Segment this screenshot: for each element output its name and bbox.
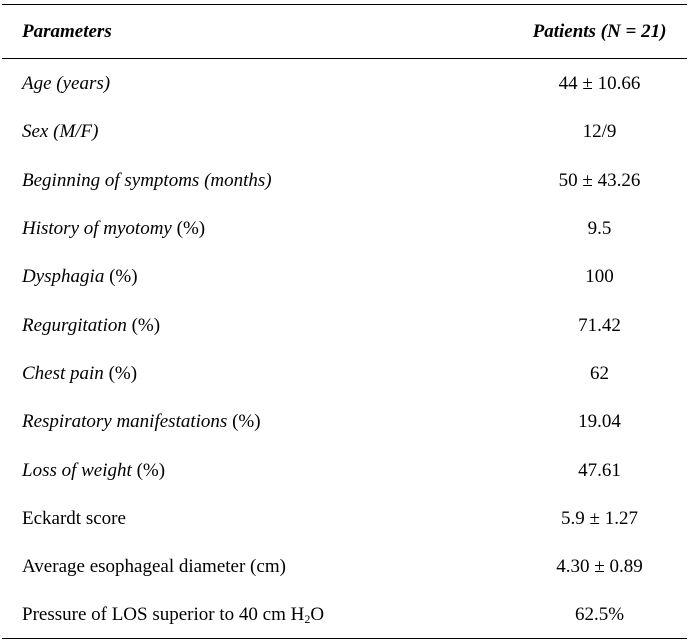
header-patients-n: N	[607, 20, 621, 42]
row-value: 4.30 ± 0.89	[556, 556, 643, 578]
row-label	[0, 108, 440, 156]
row-label	[0, 350, 440, 398]
table-row	[0, 205, 689, 253]
row-label	[0, 543, 440, 591]
header-row	[0, 5, 689, 58]
table-row	[0, 108, 689, 156]
row-value: 5.9 ± 1.27	[561, 507, 638, 529]
row-label-italic: Beginning of symptoms (months)	[22, 169, 272, 191]
table-row	[0, 157, 689, 205]
row-label	[0, 157, 440, 205]
header-parameters-text: Parameters	[22, 20, 112, 42]
row-label-plain: (%)	[104, 266, 138, 288]
row-label-plain: (%)	[103, 362, 138, 384]
row-label-italic: Chest pain	[22, 362, 104, 384]
header-patients	[440, 5, 689, 58]
row-value: 12/9	[582, 121, 617, 143]
row-label-italic: Sex (M/F)	[22, 121, 99, 143]
row-label-italic: Dysphagia	[22, 266, 105, 288]
row-value: 50 ± 43.26	[558, 169, 641, 191]
row-label-plain: Average esophageal diameter (cm)	[22, 556, 286, 578]
row-value: 100	[585, 266, 614, 288]
row-label-tail: O	[310, 604, 325, 626]
row-value: 19.04	[578, 411, 621, 433]
row-label	[0, 253, 440, 301]
table-row	[0, 543, 689, 591]
row-label-italic: History of myotomy	[22, 218, 172, 240]
row-value: 71.42	[578, 314, 621, 336]
row-label-italic: Age (years)	[22, 73, 111, 95]
row-label	[0, 591, 440, 639]
table-row	[0, 446, 689, 494]
header-patients-suffix: = 21)	[620, 20, 667, 42]
row-label	[0, 495, 440, 543]
row-value: 9.5	[587, 218, 612, 240]
row-label-plain: (%)	[227, 411, 261, 433]
table-row	[0, 350, 689, 398]
table-row	[0, 495, 689, 543]
row-label-subscript: 2	[304, 612, 311, 627]
row-label	[0, 398, 440, 446]
header-patients-prefix: Patients (	[532, 20, 608, 42]
row-value: 62	[590, 362, 609, 384]
row-label-italic: Loss of weight	[22, 459, 132, 481]
header-parameters	[0, 5, 440, 58]
table-row	[0, 253, 689, 301]
row-label	[0, 301, 440, 349]
row-value: 47.61	[578, 459, 621, 481]
table-row	[0, 301, 689, 349]
row-label-italic: Respiratory manifestations	[22, 411, 228, 433]
row-label	[0, 58, 440, 108]
row-label-plain: Pressure of LOS superior to 40 cm H	[22, 604, 305, 626]
table-row	[0, 58, 689, 108]
table-row	[0, 591, 689, 639]
row-label-plain: (%)	[171, 218, 206, 240]
row-label	[0, 205, 440, 253]
row-value: 44 ± 10.66	[558, 73, 641, 95]
data-table	[0, 5, 689, 640]
row-label-plain: (%)	[131, 459, 166, 481]
row-label-plain: Eckardt score	[22, 507, 126, 529]
row-label-italic: Regurgitation	[22, 314, 127, 336]
table-row	[0, 398, 689, 446]
row-value: 62.5%	[574, 604, 625, 626]
row-label	[0, 446, 440, 494]
row-label-plain: (%)	[126, 314, 161, 336]
